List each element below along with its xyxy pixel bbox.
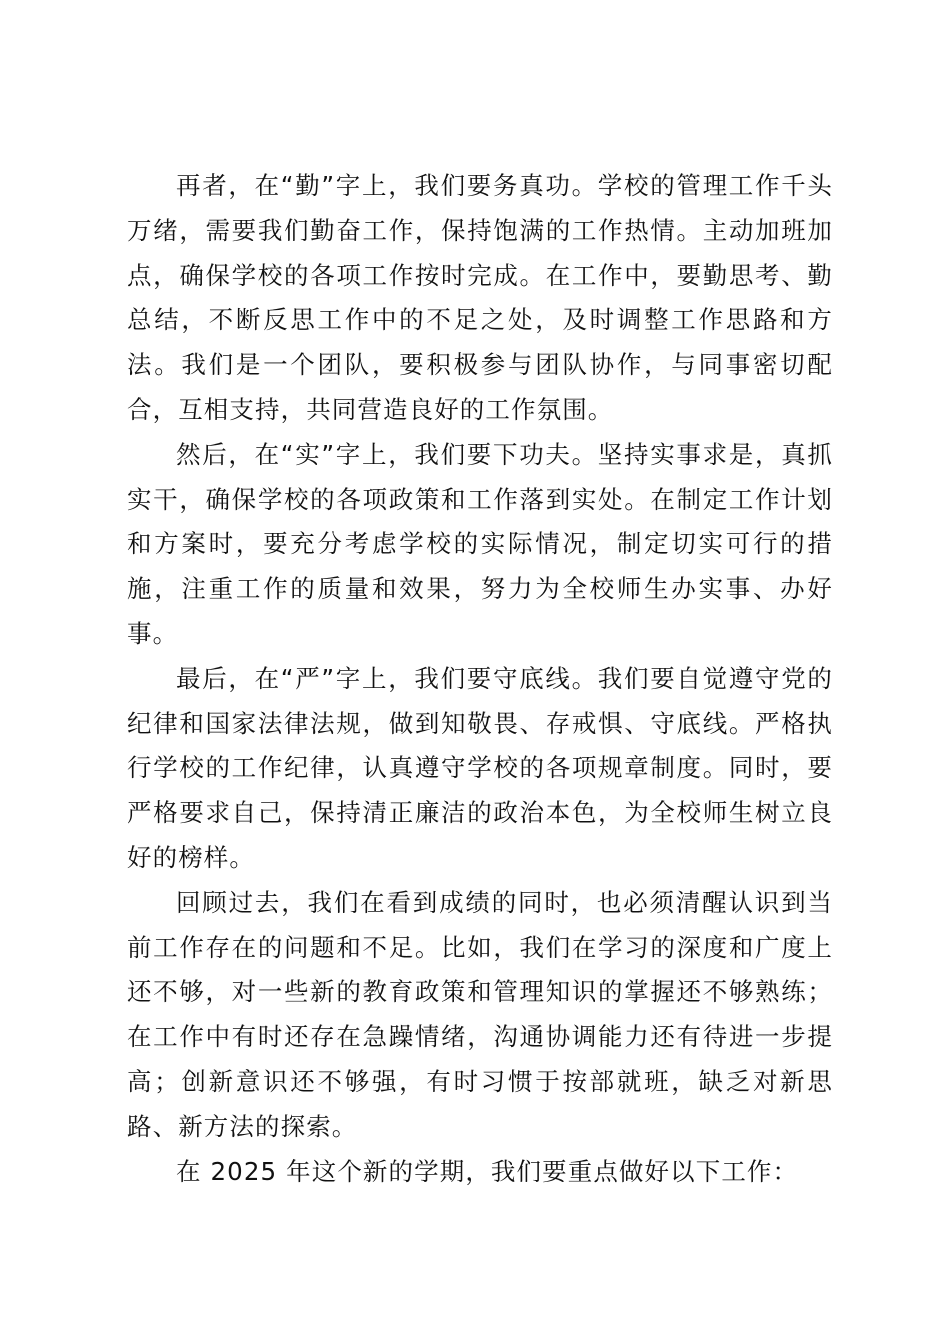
document-body [127,164,833,1194]
paragraph-diligence: 再者，在“勤”字上，我们要务真功。学校的管理工作千头万绪，需要我们勤奋工作，保持饱满的工作热情。主动加班加点，确保学校的各项工作按时完成。在工作中，要勤思考、勤总结，不断反思工作中的不足之处，及时调整工作思路和方法。我们是一个团队，要积极参与团队协作，与同事密切配合，互相支持，共同营造良好的工作氛围。 [127,171,833,424]
paragraph-practicality: 然后，在“实”字上，我们要下功夫。坚持实事求是，真抓实干，确保学校的各项政策和工作落到实处。在制定工作计划和方案时，要充分考虑学校的实际情况，制定切实可行的措施，注重工作的质量和效果，努力为全校师生办实事、办好事。 [127,439,833,648]
paragraph-review: 回顾过去，我们在看到成绩的同时，也必须清醒认识到当前工作存在的问题和不足。比如，我们在学习的深度和广度上还不够，对一些新的教育政策和管理知识的掌握还不够熟练；在工作中有时还存在急躁情绪，沟通协调能力还有待进一步提高；创新意识还不够强，有时习惯于按部就班，缺乏对新思路、新方法的探索。 [127,887,833,1141]
paragraph-new-semester: 在 2025 年这个新的学期，我们要重点做好以下工作： [176,1156,799,1186]
paragraph-strictness: 最后，在“严”字上，我们要守底线。我们要自觉遵守党的纪律和国家法律法规，做到知敬畏、存戒惧、守底线。严格执行学校的工作纪律，认真遵守学校的各项规章制度。同时，要严格要求自己，保持清正廉洁的政治本色，为全校师生树立良好的榜样。 [127,663,833,872]
